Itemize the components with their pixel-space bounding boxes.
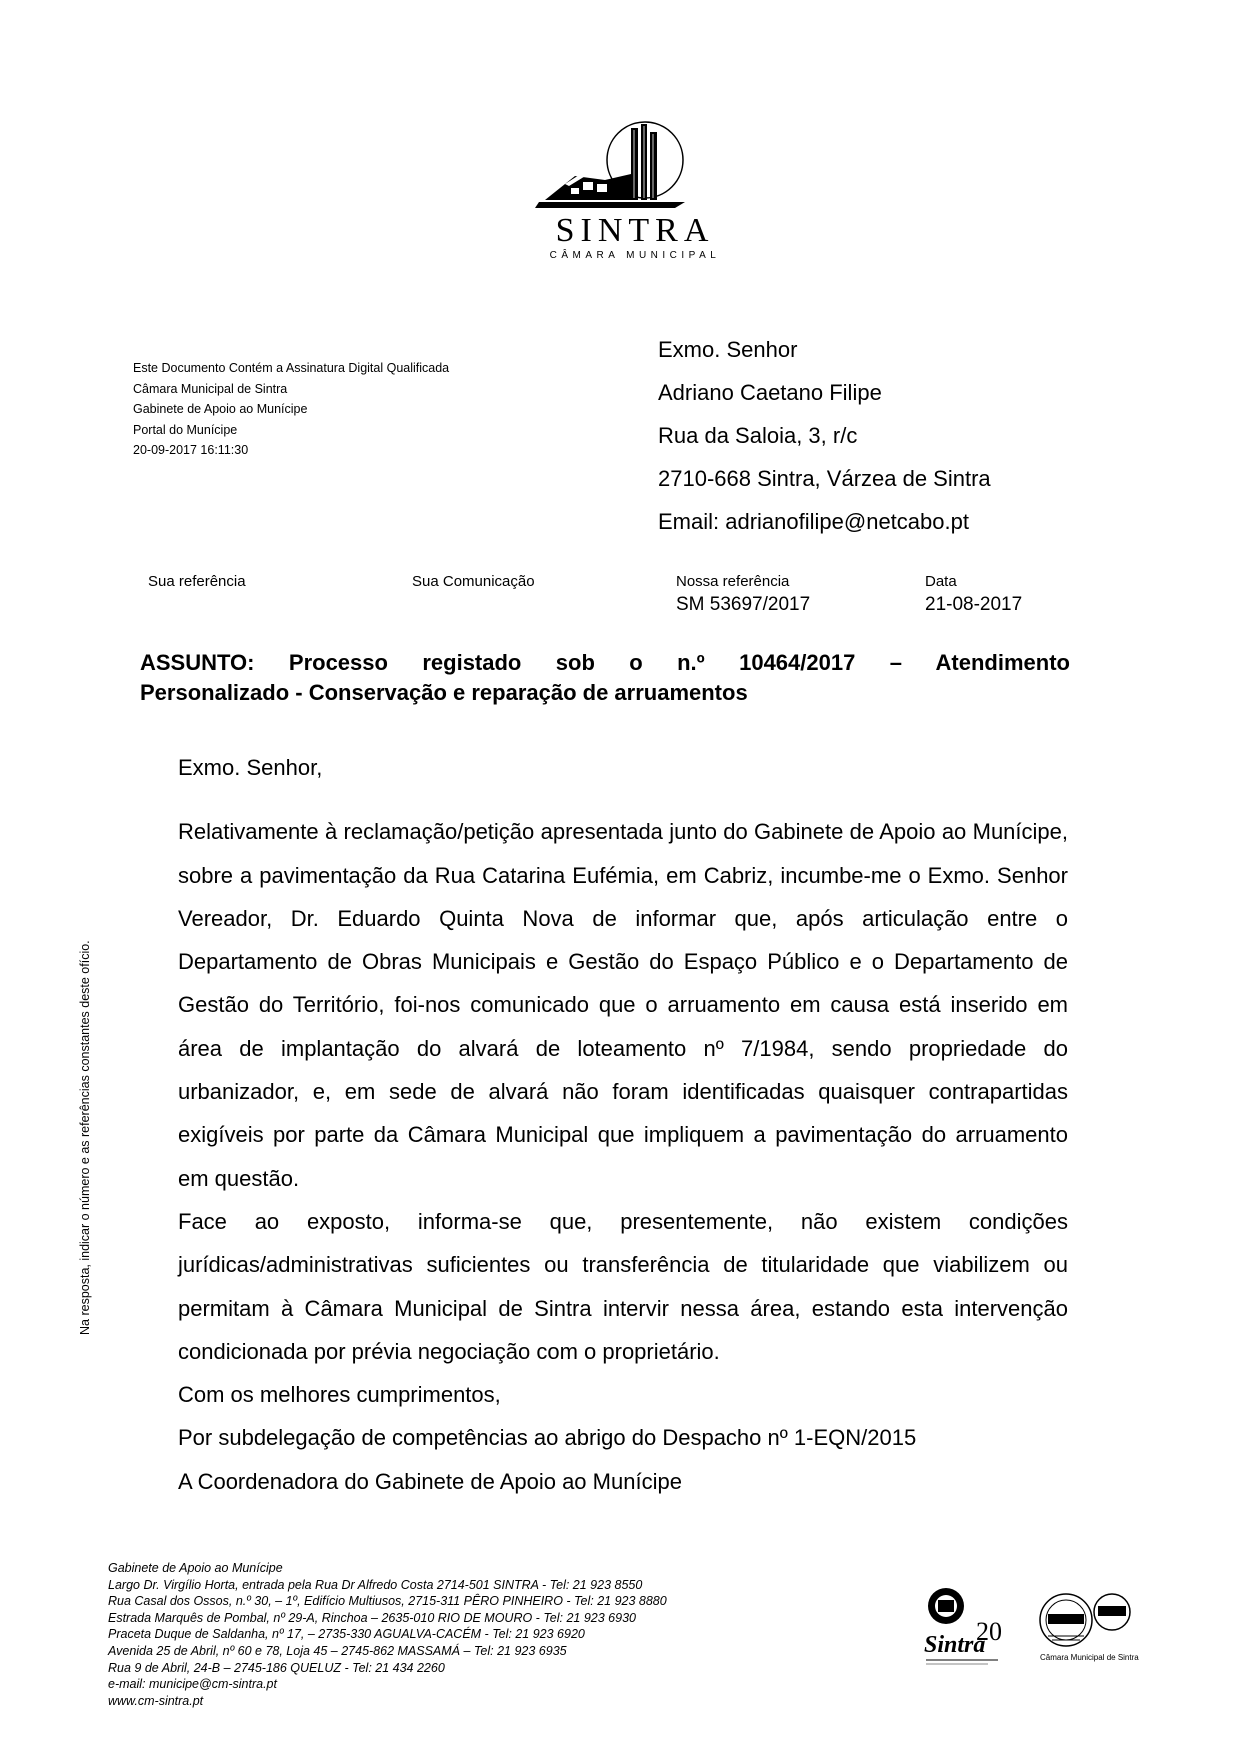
nossa-referencia-label: Nossa referência: [676, 573, 790, 590]
subject: [140, 648, 1070, 708]
footer-line: Rua 9 de Abril, 24-B – 2745-186 QUELUZ - Tel: 21 434 2260: [108, 1660, 445, 1675]
certification-logos-icon: [918, 1582, 1148, 1682]
footer-logos: [918, 1582, 1148, 1682]
footer-line: Estrada Marquês de Pombal, nº 29-A, Rinchoa – 2635-010 RIO DE MOURO - Tel: 21 923 6930: [108, 1610, 636, 1625]
signatory: A Coordenadora do Gabinete de Apoio ao Munícipe: [178, 1468, 682, 1494]
signature-line: Câmara Municipal de Sintra: [133, 381, 288, 396]
addressee-line: Rua da Saloia, 3, r/c: [658, 423, 858, 448]
footer-email: e-mail: municipe@cm-sintra.pt: [108, 1677, 277, 1692]
signature-line: 20-09-2017 16:11:30: [133, 443, 249, 457]
footer-line: Largo Dr. Virgílio Horta, entrada pela Rua Dr Alfredo Costa 2714-501 SINTRA - Tel: 21 923 8550: [108, 1577, 643, 1592]
signature-line: Portal do Munícipe: [133, 422, 238, 437]
side-note: Na resposta, indicar o número e as referências constantes deste ofício.: [78, 940, 92, 1335]
footer-line: Gabinete de Apoio ao Munícipe: [108, 1561, 283, 1575]
data-label: Data: [925, 573, 957, 590]
delegation-line: Por subdelegação de competências ao abrigo do Despacho nº 1-EQN/2015: [178, 1425, 917, 1451]
subject-line: ASSUNTO: Processo registado sob o n.º 10464/2017 – Atendimento: [140, 650, 1070, 675]
sintra-logo: [535, 118, 735, 268]
sua-referencia-label: Sua referência: [148, 573, 246, 590]
data-value: 21-08-2017: [925, 594, 1023, 615]
logo-subtitle: CÂMARA MUNICIPAL: [549, 250, 721, 261]
signature-line: Gabinete de Apoio ao Munícipe: [133, 402, 308, 416]
subject-line: Personalizado - Conservação e reparação de arruamentos: [140, 680, 748, 705]
sua-comunicacao-label: Sua Comunicação: [412, 573, 535, 590]
addressee-line: Adriano Caetano Filipe: [658, 380, 882, 405]
body-paragraph: Relativamente à reclamação/petição apresentada junto do Gabinete de Apoio ao Munícipe, sobre a pavimentação da Rua Catarina Eufémia, em Cabriz, incumbe-me o Exmo. Senhor Vereador, Dr. Eduardo Quinta Nova de informar que, após articulação entre o Departamento de Obras Municipais e Gestão do Espaço Público e o Departamento de Gestão do Território, foi-nos comunicado que o arruamento em causa está inserido em área de implantação do alvará de loteamento nº 7/1984, sendo propriedade do urbanizador, e, em sede de alvará não foram identificadas quaisquer contrapartidas exigíveis por parte da Câmara Municipal que impliquem a pavimentação do arruamento em questão.: [178, 819, 1068, 1191]
signature-line: Este Documento Contém a Assinatura Digital Qualificada: [133, 361, 450, 375]
addressee-block: [658, 328, 991, 543]
digital-signature-block: [133, 358, 449, 461]
sintra-20-number: 20: [976, 1617, 1002, 1646]
footer-line: Praceta Duque de Saldanha, nº 17, – 2735-330 AGUALVA-CACÉM - Tel: 21 923 6920: [108, 1627, 585, 1642]
footer-line: Avenida 25 de Abril, nº 60 e 78, Loja 45 – 2745-862 MASSAMÁ – Tel: 21 923 6935: [108, 1643, 567, 1658]
footer-contacts: [108, 1560, 667, 1709]
greeting: Exmo. Senhor,: [178, 755, 323, 780]
sintra-emblem-icon: [535, 118, 735, 213]
closing: Com os melhores cumprimentos,: [178, 1382, 501, 1408]
body-paragraph: Face ao exposto, informa-se que, presentemente, não existem condições jurídicas/administrativas suficientes ou transferência de titularidade que viabilizem ou permitam à Câmara Municipal de Sintra intervir nessa área, estando esta intervenção condicionada por prévia negociação com o proprietário.: [178, 1208, 1068, 1364]
addressee-email: Email: adrianofilipe@netcabo.pt: [658, 509, 969, 534]
letter-body: [178, 746, 1068, 1503]
nossa-referencia-value: SM 53697/2017: [676, 594, 811, 615]
cert-caption: Câmara Municipal de Sintra: [1040, 1653, 1139, 1662]
footer-line: Rua Casal dos Ossos, n.º 30, – 1º, Edifício Multiusos, 2715-311 PÊRO PINHEIRO - Tel: 21 923 8880: [108, 1594, 667, 1609]
logo-wordmark: SINTRA: [555, 212, 715, 249]
addressee-line: 2710-668 Sintra, Várzea de Sintra: [658, 466, 991, 491]
addressee-line: Exmo. Senhor: [658, 337, 798, 362]
footer-website: www.cm-sintra.pt: [108, 1693, 204, 1708]
sintra-20-wordmark: Sintra: [924, 1632, 986, 1658]
